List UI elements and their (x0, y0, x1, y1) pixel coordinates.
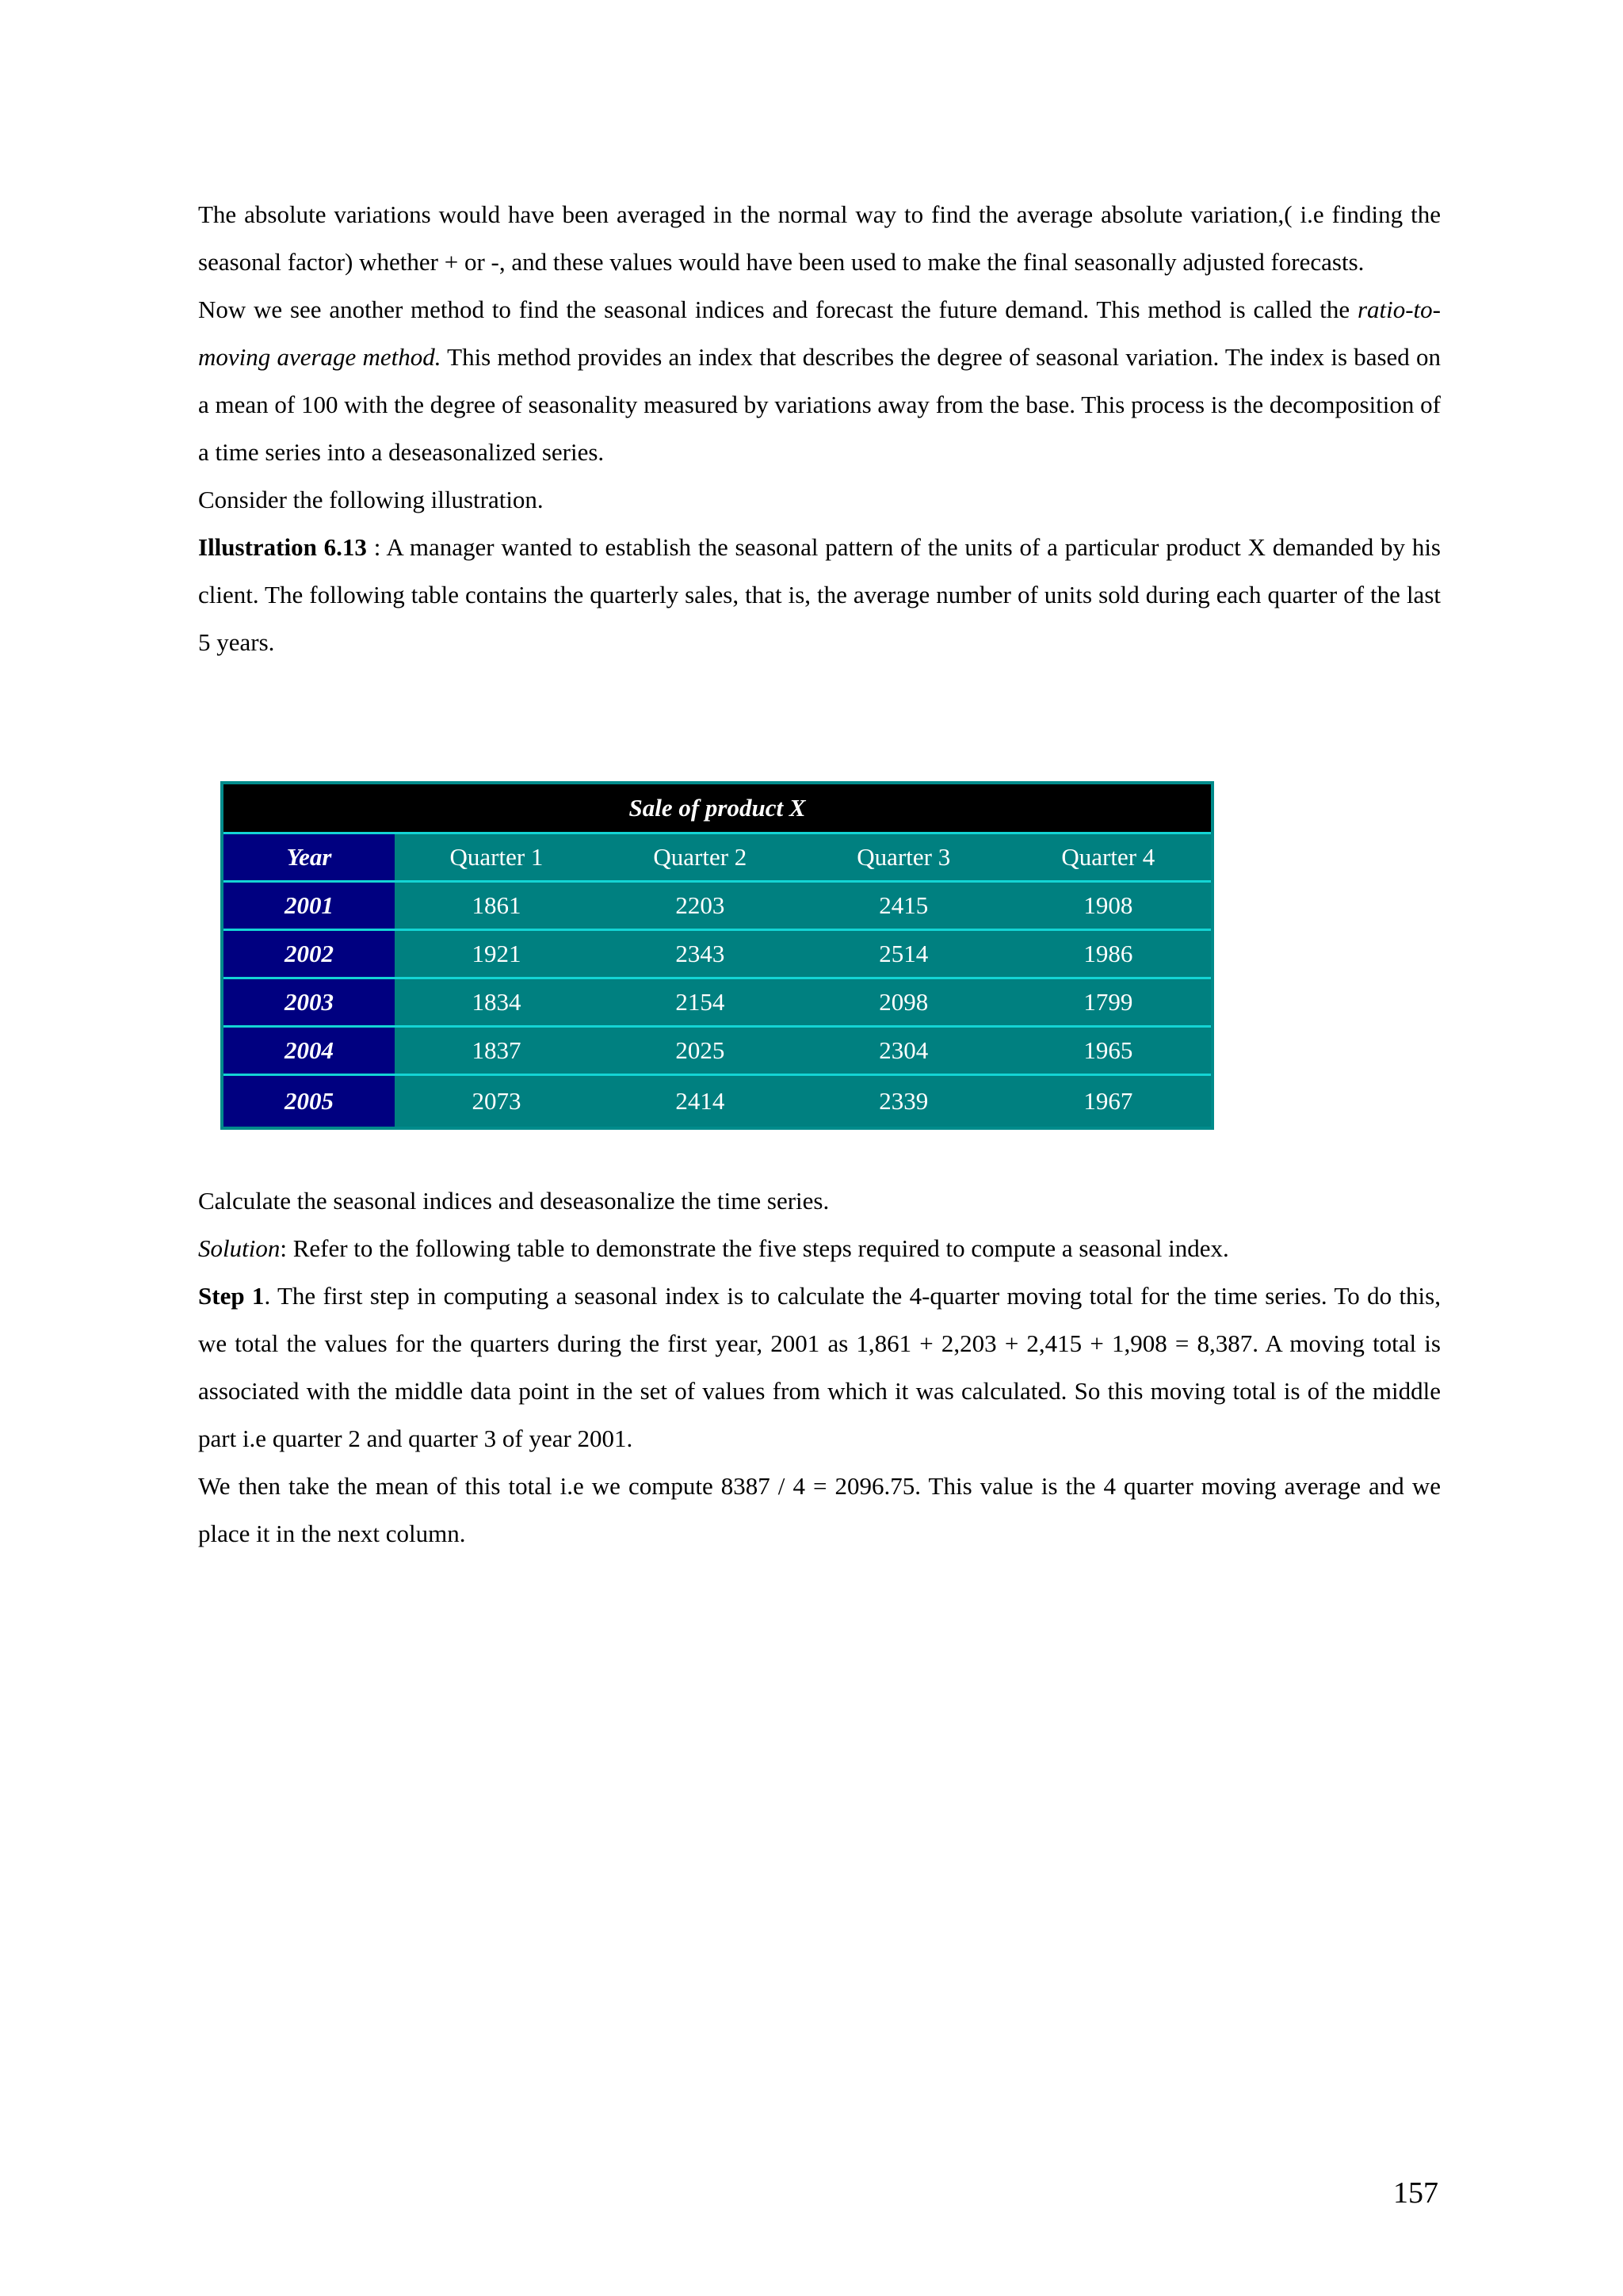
value-cell: 1967 (1006, 1075, 1212, 1129)
paragraph-text: : Refer to the following table to demonstrate the five steps required to compute a seasonal index. (280, 1234, 1229, 1262)
value-cell: 2073 (395, 1075, 598, 1129)
paragraph-ratio-method (198, 286, 1441, 476)
value-cell: 2339 (802, 1075, 1006, 1129)
year-cell: 2001 (222, 882, 395, 930)
paragraph-text: This method provides an index that describes the degree of seasonal variation. The index is based on a mean of 100 with the degree of seasonality measured by variations away from the base. This process is the decomposition of a time series into a deseasonalized series. (198, 343, 1441, 466)
value-cell: 1799 (1006, 978, 1212, 1027)
paragraph-text: . The first step in computing a seasonal index is to calculate the 4-quarter moving total for the time series. To do this, we total the values for the quarters during the first year, 2001 as 1,861 + 2,203 + 2,415 + 1,908 = 8,387. A moving total is associated with the middle data point in the set of values from which it was calculated. So this moving total is of the middle part i.e quarter 2 and quarter 3 of year 2001. (198, 1282, 1441, 1452)
paragraph-absolute-variations: The absolute variations would have been averaged in the normal way to find the average absolute variation,( i.e finding the seasonal factor) whether + or -, and these values would have been used to make the final seasonally adjusted forecasts. (198, 200, 1441, 276)
value-cell: 2343 (598, 930, 802, 978)
paragraph-consider: Consider the following illustration. (198, 486, 544, 513)
table-title: Sale of product X (222, 783, 1212, 833)
paragraph-moving-average: We then take the mean of this total i.e we compute 8387 / 4 = 2096.75. This value is the 4 quarter moving average and we place it in the next column. (198, 1472, 1441, 1547)
table-row (222, 930, 1212, 978)
paragraph-text: Now we see another method to find the seasonal indices and forecast the future demand. This method is called the (198, 296, 1358, 323)
sales-table (220, 781, 1214, 1130)
year-cell: 2004 (222, 1027, 395, 1075)
header-quarter-1: Quarter 1 (395, 833, 598, 882)
paragraph-solution (198, 1225, 1441, 1272)
value-cell: 2415 (802, 882, 1006, 930)
method-name: ratio-to-moving average method. (198, 296, 1441, 371)
value-cell: 1834 (395, 978, 598, 1027)
year-cell: 2005 (222, 1075, 395, 1129)
year-cell: 2002 (222, 930, 395, 978)
table-row (222, 978, 1212, 1027)
value-cell: 2414 (598, 1075, 802, 1129)
value-cell: 2025 (598, 1027, 802, 1075)
header-quarter-2: Quarter 2 (598, 833, 802, 882)
value-cell: 1986 (1006, 930, 1212, 978)
illustration-label: Illustration 6.13 (198, 533, 367, 561)
value-cell: 1837 (395, 1027, 598, 1075)
table-row (222, 1075, 1212, 1129)
page-number: 157 (1393, 2176, 1438, 2210)
header-quarter-4: Quarter 4 (1006, 833, 1212, 882)
solution-label: Solution (198, 1234, 281, 1262)
table-header-row (222, 833, 1212, 882)
value-cell: 2098 (802, 978, 1006, 1027)
table-title-row (222, 783, 1212, 833)
value-cell: 2203 (598, 882, 802, 930)
paragraph-step-1 (198, 1272, 1441, 1463)
text-block-bottom (198, 1177, 1441, 1558)
table-row (222, 882, 1212, 930)
paragraph-calculate: Calculate the seasonal indices and deseasonalize the time series. (198, 1187, 830, 1215)
value-cell: 1861 (395, 882, 598, 930)
paragraph-illustration (198, 524, 1441, 666)
paragraph-text: : A manager wanted to establish the seasonal pattern of the units of a particular product X demanded by his client. The following table contains the quarterly sales, that is, the average number of units sold during each quarter of the last 5 years. (198, 533, 1441, 656)
value-cell: 1965 (1006, 1027, 1212, 1075)
value-cell: 1921 (395, 930, 598, 978)
header-quarter-3: Quarter 3 (802, 833, 1006, 882)
value-cell: 2154 (598, 978, 802, 1027)
value-cell: 2304 (802, 1027, 1006, 1075)
value-cell: 1908 (1006, 882, 1212, 930)
step-label: Step 1 (198, 1282, 265, 1310)
text-block-top (198, 191, 1441, 666)
value-cell: 2514 (802, 930, 1006, 978)
year-cell: 2003 (222, 978, 395, 1027)
header-year: Year (222, 833, 395, 882)
table-row (222, 1027, 1212, 1075)
